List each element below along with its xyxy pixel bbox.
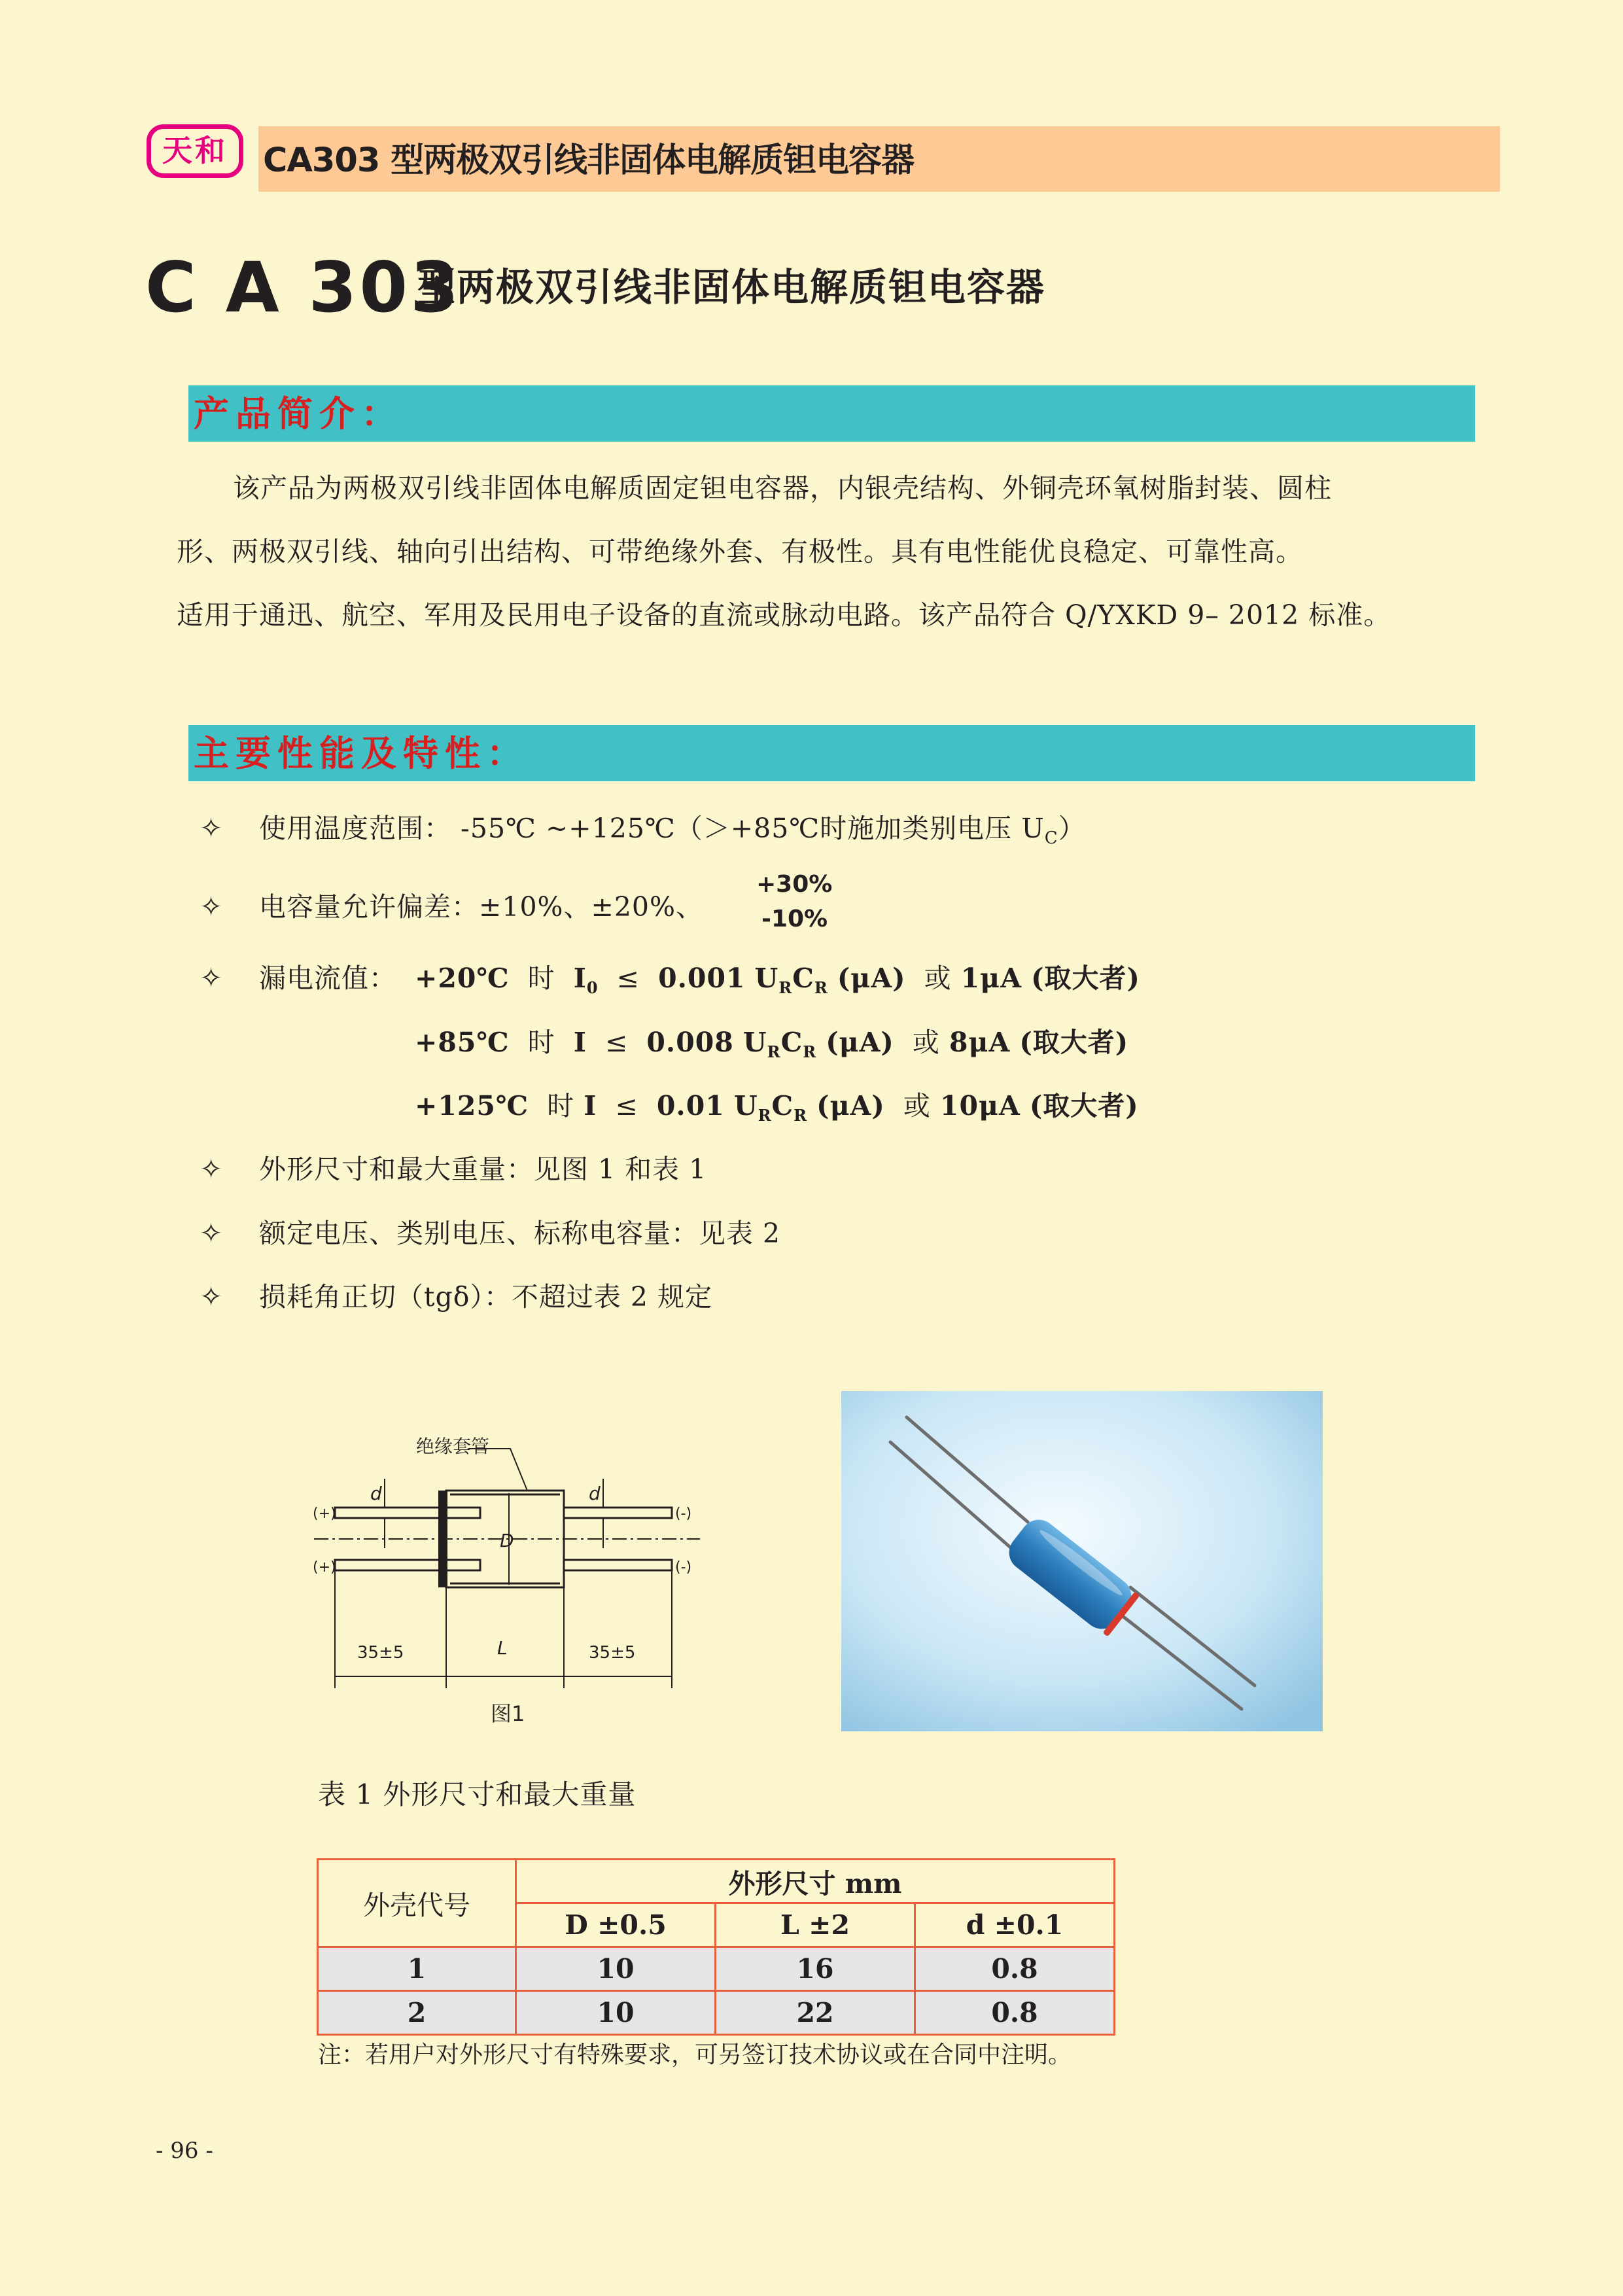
four-point-star-icon: ✧	[200, 1280, 223, 1313]
intro-line-3: 适用于通迅、航空、军用及民用电子设备的直流或脉动电路。该产品符合 Q/YXKD 9– 2012 标准。	[177, 599, 1391, 631]
temperature-range: 使用温度范围： -55℃ ~+125℃（＞+85℃时施加类别电压 $U_C$）	[259, 813, 1086, 849]
lead-length-label: 35±5	[357, 1643, 404, 1663]
brand-logo: 天和	[147, 124, 243, 178]
leakage-row: +20℃ 时 $I_0 \le 0.001$ $U_RC_R$ (μA) 或 1μA (取大者)	[415, 963, 1140, 998]
length-label: L	[497, 1637, 508, 1659]
body-diameter-label: D	[500, 1530, 514, 1551]
lead-diameter-label: d	[589, 1483, 601, 1504]
dimensions-table	[317, 1858, 1115, 2036]
four-point-star-icon: ✧	[200, 962, 223, 994]
cell-D: 10	[516, 1991, 716, 2035]
four-point-star-icon: ✧	[200, 891, 223, 923]
four-point-star-icon: ✧	[200, 1217, 223, 1249]
main-title-code: C A 303	[145, 247, 461, 328]
main-title-text: 型两极双引线非固体电解质钽电容器	[417, 265, 1046, 309]
plus-label: (+)	[313, 1559, 336, 1576]
capacitance-tolerance: 电容量允许偏差：±10%、±20%、	[259, 891, 703, 923]
four-point-star-icon: ✧	[200, 1153, 223, 1185]
table-caption: 表 1 外形尺寸和最大重量	[318, 1778, 637, 1810]
plus-label: (+)	[313, 1506, 336, 1522]
ratings-reference: 额定电压、类别电压、标称电容量：见表 2	[259, 1218, 781, 1249]
tolerance-minus: -10%	[761, 906, 828, 932]
lead-length-label: 35±5	[589, 1643, 636, 1663]
cell-d: 0.8	[915, 1991, 1115, 2035]
tolerance-plus: +30%	[756, 871, 833, 898]
product-photo	[841, 1391, 1323, 1731]
header-d: d ±0.1	[915, 1903, 1115, 1947]
dimension-drawing	[301, 1420, 707, 1747]
leakage-row: +85℃ 时 I ≤ 0.008 $U_RC_R$ (μA) 或 8μA (取大者)	[415, 1027, 1129, 1062]
minus-label: (-)	[675, 1506, 692, 1522]
leakage-row: +125℃ 时 I ≤ 0.01 $U_RC_R$ (μA) 或 10μA (取大者)	[415, 1090, 1139, 1125]
cell-D: 10	[516, 1947, 716, 1991]
lead-diameter-label: d	[370, 1483, 382, 1504]
leakage-label: 漏电流值：	[259, 963, 396, 994]
four-point-star-icon: ✧	[200, 812, 223, 844]
lead-right-bottom	[564, 1560, 672, 1570]
intro-heading: 产品简介：	[194, 393, 403, 434]
sleeve-label: 绝缘套管	[416, 1436, 490, 1457]
table-header-row	[318, 1860, 1115, 1903]
header-L: L ±2	[716, 1903, 915, 1947]
table-row	[318, 1947, 1115, 1991]
lead-left-bottom	[335, 1560, 480, 1570]
intro-line-2: 形、两极双引线、轴向引出结构、可带绝缘外套、有极性。具有电性能优良稳定、可靠性高。	[177, 536, 1303, 567]
lead-left-top	[335, 1508, 480, 1518]
minus-label: (-)	[675, 1559, 692, 1576]
table-note: 注：若用户对外形尺寸有特殊要求，可另签订技术协议或在合同中注明。	[318, 2041, 1072, 2068]
features-heading: 主要性能及特性：	[194, 732, 529, 774]
header-title: CA303 型两极双引线非固体电解质钽电容器	[263, 141, 915, 180]
header-D: D ±0.5	[516, 1903, 716, 1947]
figure-caption: 图1	[491, 1701, 525, 1726]
cell-L: 22	[716, 1991, 915, 2035]
intro-line-1: 该产品为两极双引线非固体电解质固定钽电容器，内银壳结构、外铜壳环氧树脂封装、圆柱	[233, 472, 1332, 504]
cell-case: 1	[318, 1947, 516, 1991]
cell-d: 0.8	[915, 1947, 1115, 1991]
loss-tangent: 损耗角正切（tgδ）：不超过表 2 规定	[259, 1281, 713, 1313]
dimensions-reference: 外形尺寸和最大重量：见图 1 和表 1	[259, 1154, 707, 1185]
cell-case: 2	[318, 1991, 516, 2035]
page-number: - 96 -	[156, 2138, 213, 2164]
header-dimensions: 外形尺寸 mm	[516, 1860, 1115, 1903]
table-row	[318, 1991, 1115, 2035]
lead-right-top	[564, 1508, 672, 1518]
header-case-code: 外壳代号	[318, 1860, 516, 1947]
cell-L: 16	[716, 1947, 915, 1991]
